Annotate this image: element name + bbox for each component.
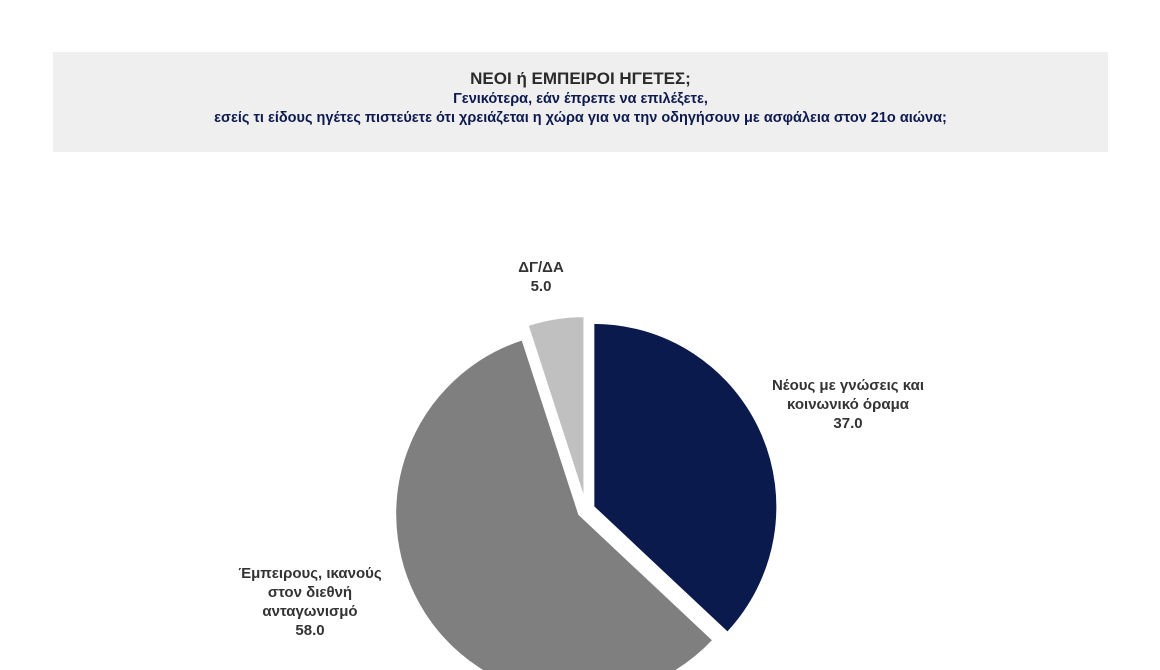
chart-title: ΝΕΟΙ ή ΕΜΠΕΙΡΟΙ ΗΓΕΤΕΣ; (470, 69, 691, 88)
question-line-2: εσείς τι είδους ηγέτες πιστεύετε ότι χρειάζεται η χώρα για να την οδηγήσουν με ασφάλεια στον 21ο αιώνα; (214, 110, 947, 126)
slice-label-line: στον διεθνή (267, 584, 353, 601)
slice-label-3 (518, 259, 564, 295)
slice-label-line: κοινωνικό όραμα (787, 396, 909, 413)
question-line-1: Γενικότερα, εάν έπρεπε να επιλέξετε, (453, 91, 708, 107)
pie-slices (395, 316, 777, 670)
slice-label-2 (238, 565, 382, 639)
slice-value-1: 37.0 (833, 415, 863, 432)
slice-label-line: Νέους με γνώσεις και (771, 377, 925, 394)
slice-value-3: 5.0 (530, 278, 552, 295)
slice-label-line: ΔΓ/ΔΑ (518, 259, 564, 276)
slice-label-1 (772, 377, 924, 432)
slice-label-line: ανταγωνισμό (262, 603, 358, 620)
slice-label-line: Έμπειρους, ικανούς (238, 565, 382, 582)
slice-value-2: 58.0 (295, 622, 325, 639)
